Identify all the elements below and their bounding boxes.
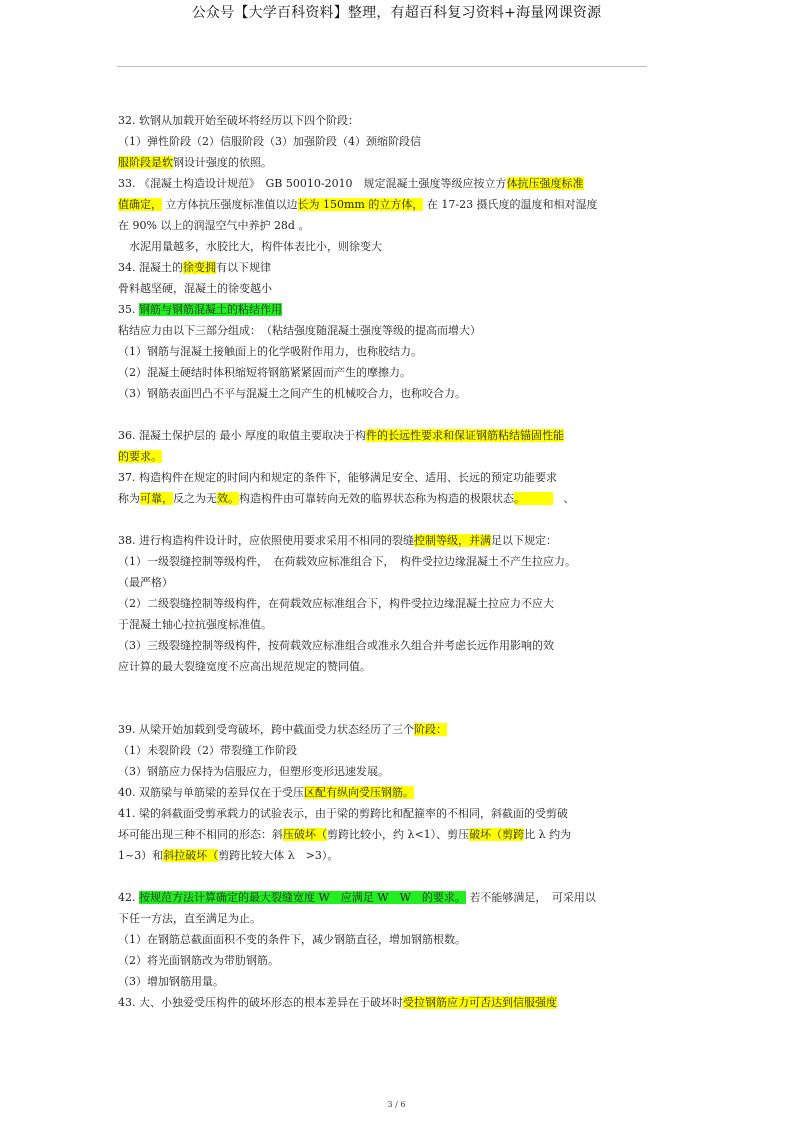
text-segment: 在 90% 以上的润湿空气中养护 28d 。 [118, 219, 310, 232]
text-line [118, 173, 678, 194]
text-line [118, 929, 678, 950]
highlight-yellow: 值确定， [118, 198, 162, 211]
text-segment: 42. [118, 891, 139, 904]
text-line [118, 761, 678, 782]
text-segment: 39. 从梁开始加载到受弯破坏，跨中截面受力状态经历了三个 [118, 723, 414, 736]
text-line [118, 782, 678, 803]
text-segment: 立方体抗压强度标准值以边 [162, 198, 298, 211]
text-segment: 水泥用量越多，水胶比大，构件体表比小，则徐变大 [118, 240, 382, 253]
text-segment: 43. 大、小独爱受压构件的破坏形态的根本差异在于破坏时 [118, 996, 403, 1009]
highlight-yellow: 阶段： [414, 723, 447, 736]
text-line [118, 341, 678, 362]
text-segment: （2）将光面钢筋改为带肋钢筋。 [118, 954, 279, 967]
text-line [118, 950, 678, 971]
text-line [118, 425, 678, 446]
text-segment: 足以下规定： [491, 534, 557, 547]
page-number: 3 / 6 [387, 1100, 406, 1109]
text-line [118, 236, 678, 257]
text-segment: 41. 梁的斜截面受剪承载力的试验表示，由于梁的剪跨比和配箍率的不相同，斜截面的受剪破 [118, 807, 568, 820]
highlight-yellow: 受拉钢筋应力可否达到信服强度 [403, 996, 557, 1009]
text-line [118, 803, 678, 824]
text-segment: （1）一级裂缝控制等级构件， 在荷载效应标准组合下， 构件受拉边缘混凝土不产生拉应力。 [118, 555, 576, 568]
highlight-yellow: 压破坏（ [283, 828, 327, 841]
text-line [118, 824, 678, 845]
page-header: 公众号【大学百科资料】整理，有超百科复习资料+海量网课资源 [191, 5, 602, 21]
text-segment: 40. 双筋梁与单筋梁的差异仅在于受压 [118, 786, 304, 799]
highlight-yellow: 斜拉破坏（ [163, 849, 219, 862]
text-segment: 、 [552, 492, 575, 505]
text-line [118, 740, 678, 761]
highlight-yellow: 区配有纵向受压钢筋。 [304, 786, 414, 799]
text-line [118, 971, 678, 992]
highlight-yellow: 控制等级，并满 [414, 534, 491, 547]
text-line [118, 278, 678, 299]
highlight-yellow: 可靠， [140, 492, 173, 505]
text-line [118, 593, 678, 614]
text-segment: （1）弹性阶段（2）信服阶段（3）加强阶段（4）颈缩阶段信 [118, 135, 421, 148]
text-segment: 应计算的最大裂缝宽度不应高出规范规定的赞同值。 [118, 660, 371, 673]
text-line [118, 152, 678, 173]
text-segment: 34. 混凝土的 [118, 261, 183, 274]
highlight-yellow: 长为 150mm 的立方体， [297, 198, 424, 211]
text-line [118, 110, 678, 131]
text-segment: （1）未裂阶段（2）带裂缝工作阶段 [118, 744, 297, 757]
text-segment: 有以下规律 [216, 261, 271, 274]
text-segment: 于混凝土轴心拉抗强度标准值。 [118, 618, 272, 631]
text-line [118, 656, 678, 677]
highlight-green: 钢筋与钢筋混凝土的粘结作用 [139, 303, 282, 316]
highlight-yellow: 件的长远性要求和保证钢筋粘结锚固性能 [365, 429, 564, 442]
text-segment: 37. 构造构件在规定的时间内和规定的条件下，能够满足安全、适用、长远的预定功能要求 [118, 471, 557, 484]
text-segment: 下任一方法，直至满足为止。 [118, 912, 261, 925]
text-segment: 38. 进行构造构件设计时，应依照使用要求采用不相同的裂缝 [118, 534, 414, 547]
blank-line [118, 677, 678, 698]
document-body [118, 110, 678, 1013]
text-line [118, 551, 678, 572]
text-segment: 称为 [118, 492, 140, 505]
text-line [118, 257, 678, 278]
text-line [118, 131, 678, 152]
text-line [118, 299, 678, 320]
text-line [118, 719, 678, 740]
text-segment: 1~3）和 [118, 849, 164, 862]
text-segment: （2）二级裂缝控制等级构件，在荷载效应标准组合下，构件受拉边缘混凝土拉应力不应大 [118, 597, 554, 610]
highlight-yellow: 破坏（剪跨 [469, 828, 525, 841]
text-segment: 钢设计强度的依照。 [173, 156, 272, 169]
text-segment: 在 17-23 摄氏度的温度和相对湿度 [423, 198, 598, 211]
text-segment: 坏可能出现三种不相同的形态：斜 [118, 828, 283, 841]
highlight-green: 按规范方法计算确定的最大裂缝宽度 W 应满足 W W 的要求。 [139, 891, 466, 904]
text-line [118, 215, 678, 236]
text-line [118, 194, 678, 215]
text-segment: （1）在钢筋总截面面积不变的条件下，减少钢筋直径，增加钢筋根数。 [118, 933, 466, 946]
highlight-yellow: 的要求。 [118, 450, 162, 463]
text-segment: （3）钢筋表面凹凸不平与混凝土之间产生的机械咬合力，也称咬合力。 [118, 387, 466, 400]
text-segment: 骨料越坚硬，混凝土的徐变越小 [118, 282, 272, 295]
text-line [118, 845, 678, 866]
text-segment: 35. [118, 303, 139, 316]
text-segment: （最严格） [118, 576, 173, 589]
highlight-yellow: 服阶段是软 [118, 156, 173, 169]
text-line [118, 992, 678, 1013]
highlight-yellow: 体抗压强度标准 [506, 177, 584, 190]
blank-line [118, 404, 678, 425]
text-segment: 反之为无 [173, 492, 217, 505]
text-segment: （1）钢筋与混凝土接触面上的化学吸附作用力，也称胶结力。 [118, 345, 422, 358]
text-line [118, 320, 678, 341]
text-segment: （3）增加钢筋用量。 [118, 975, 224, 988]
header-divider [117, 66, 647, 67]
text-line [118, 467, 678, 488]
text-segment: 比 λ 约为 [524, 828, 572, 841]
text-line [118, 908, 678, 929]
text-line [118, 635, 678, 656]
text-segment: 构造构件由可靠转向无效的临界状态称为构造的极限状态 [239, 492, 514, 505]
highlight-yellow: 效。 [217, 492, 239, 505]
text-segment: 32. 软钢从加载开始至破坏将经历以下四个阶段： [118, 114, 359, 127]
blank-line [118, 698, 678, 719]
text-line [118, 530, 678, 551]
text-segment: 剪跨比较小，约 λ<1）、剪压 [327, 828, 470, 841]
text-line [118, 614, 678, 635]
text-segment: 若不能够满足， 可采用以 [465, 891, 596, 904]
blank-line [118, 866, 678, 887]
text-segment: 36. 混凝土保护层的 最小 厚度的取值主要取决于构 [118, 429, 366, 442]
text-segment: （3）钢筋应力保持为信服应力，但塑形变形迅速发展。 [118, 765, 389, 778]
text-segment: （3）三级裂缝控制等级构件，按荷载效应标准组合或准永久组合并考虑长远作用影响的效 [118, 639, 554, 652]
blank-line [118, 509, 678, 530]
highlight-yellow: 徐变拥 [183, 261, 216, 274]
text-segment: 剪跨比较大体 λ >3）。 [218, 849, 339, 862]
text-line [118, 572, 678, 593]
highlight-yellow: 。 [514, 492, 553, 505]
text-line [118, 887, 678, 908]
text-segment: 粘结应力由以下三部分组成： （粘结强度随混凝土强度等级的提高而增大） [118, 324, 481, 337]
text-segment: 33. 《混凝土构造设计规范》 GB 50010-2010 规定混凝土强度等级应按立方 [118, 177, 507, 190]
text-line [118, 446, 678, 467]
text-line [118, 383, 678, 404]
text-line [118, 362, 678, 383]
text-line [118, 488, 678, 509]
text-segment: （2）混凝土硬结时体积缩短将钢筋紧紧固而产生的摩擦力。 [118, 366, 411, 379]
